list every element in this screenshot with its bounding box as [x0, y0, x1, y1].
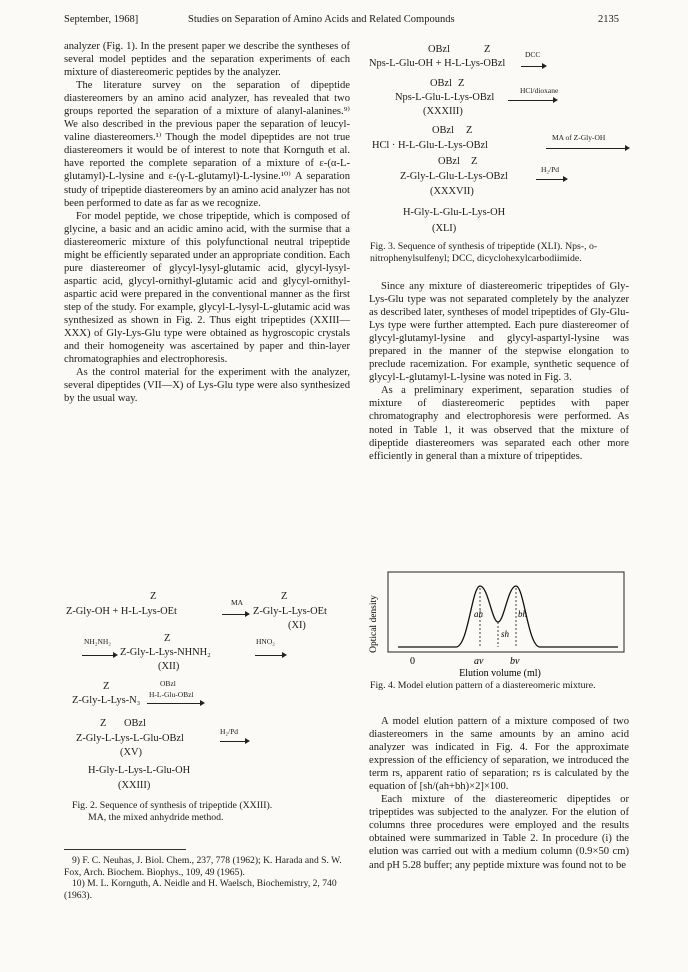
compound-number: (XI): [288, 620, 306, 631]
fig4-bh: bh: [518, 609, 527, 619]
fig2-reagent: H-L-Glu-OBzl: [149, 690, 194, 699]
fig2-label: OBzl: [124, 718, 146, 729]
footnotes: [64, 855, 352, 901]
paragraph: As the control material for the experiment with the analyzer, several dipeptides (VII—X) of Lys-Glu type were also synthesized by the usual way.: [64, 367, 350, 405]
footnote: 10) M. L. Kornguth, A. Neidle and H. Waelsch, Biochemistry, 2, 740 (1963).: [64, 878, 337, 901]
footnote-rule: [64, 849, 186, 850]
reaction-arrow: [255, 655, 285, 656]
fig2-intermediate: Z-Gly-L-Lys-L-Glu-OBzl: [76, 733, 184, 744]
fig2-label: OBzl: [160, 679, 176, 688]
fig2-reagent: HNO₂: [256, 637, 275, 646]
fig4-caption: Fig. 4. Model elution pattern of a diastereomeric mixture.: [370, 680, 596, 691]
paragraph: A model elution pattern of a mixture composed of two diastereomers in the same amounts by an amino acid analyzer was indicated in Fig. 4. For the approximate expression of the efficiency of separation, we introduced the term rs, apparent ratio of separation; rs is calculated by the equation of [sh/(ah+bh)×2]×100.: [369, 716, 629, 793]
fig3-reagent: H₂/Pd: [541, 165, 560, 174]
fig3-step: Nps-L-Glu-OH + H-L-Lys-OBzl: [369, 58, 506, 69]
fig4-bv: bv: [510, 656, 520, 667]
fig2-label: Z: [100, 718, 107, 729]
left-column: [64, 40, 350, 405]
fig2-label: Z: [164, 633, 171, 644]
fig2-reagent: H₂/Pd: [220, 727, 239, 736]
fig4-zero: 0: [410, 656, 415, 667]
fig2-final-product: H-Gly-L-Lys-L-Glu-OH: [88, 765, 191, 776]
fig3-label: Z: [471, 156, 478, 167]
fig3-label: OBzl: [432, 125, 454, 136]
fig2-label: Z: [281, 591, 288, 602]
running-date: September, 1968]: [64, 14, 139, 25]
fig2-reagent: MA: [231, 598, 244, 607]
fig3-reagent: MA of Z-Gly-OH: [552, 133, 606, 142]
fig2-product: Z-Gly-L-Lys-OEt: [253, 606, 327, 617]
fig3-final-product: H-Gly-L-Glu-L-Lys-OH: [403, 207, 506, 218]
compound-number: (XLI): [432, 223, 457, 234]
fig2-intermediate: Z-Gly-L-Lys-NHNH₂: [120, 647, 211, 658]
caption-line: MA, the mixed anhydride method.: [88, 812, 224, 823]
fig2-caption: [72, 800, 342, 824]
paragraph: For model peptide, we chose tripeptide, which is composed of glycine, a basic and an acidic amino acid, with the surmise that a diastereomeric mixture of this polyfunctional neutral tripeptide might be efficiently separated under an appropriate condition. Each pure diastereomer of glycyl-lysyl-glutamic acid, glycyl-lysyl-aspartic acid, glycyl-ornithyl-glutamic acid and glycyl-ornithyl-aspartic acid were prepared in the conventional manner as the first step of the study. For example, glycyl-L-lysyl-L-glutamic acid was synthesized as shown in Fig. 2. Thus eight tripeptides (XXIII—XXX) of Gly-Lys-Glu type were obtained as hygroscopic crystals and their homogeneity was ascertained by paper and thin-layer chromatographies and electrophoresis.: [64, 210, 350, 366]
fig4-ah: ah: [474, 609, 483, 619]
compound-number: (XXXVII): [430, 186, 474, 197]
fig3-label: OBzl: [430, 78, 452, 89]
fig4-ylabel: Optical density: [369, 595, 379, 653]
fig4-xlabel: Elution volume (ml): [459, 668, 541, 678]
fig3-label: Z: [466, 125, 473, 136]
page-number: 2135: [598, 14, 619, 25]
fig2-intermediate: Z-Gly-L-Lys-N₃: [72, 695, 141, 706]
fig3-caption: Fig. 3. Sequence of synthesis of tripeptide (XLI). Nps-, o-nitrophenylsulfenyl; DCC, dicyclohexylcarbodiimide.: [370, 241, 598, 264]
fig3-step: HCl · H-L-Glu-L-Lys-OBzl: [372, 140, 489, 151]
fig2-reagent: NH₂NH₂: [84, 637, 111, 646]
paragraph: Since any mixture of diastereomeric tripeptides of Gly-Lys-Glu type was not separated completely by the analyzer as described later, syntheses of model tripeptides of Gly-Glu-Lys type were further attempted. Each pure diastereomer of glycyl-glutamyl-lysine and glycyl-aspartyl-lysine was prepared in the manner of the stepwise elongation to preclude racemization. For example, synthetic sequence of glycyl-L-glutamyl-L-lysine was noted in Fig. 3.: [369, 281, 629, 384]
paragraph: Each mixture of the diastereomeric dipeptides or tripeptides was subjected to the analyzer. For the elution of columns three procedures were employed and the results obtained were summarized in Table 2. In procedure (i) the elution was carried out with a medium column (0.9×50 cm) and pH 5.28 buffer; any peptide mixture was found not to be: [369, 794, 629, 871]
fig4-sh: sh: [501, 629, 510, 639]
fig2-label: Z: [150, 591, 157, 602]
fig3-step: Z-Gly-L-Glu-L-Lys-OBzl: [400, 171, 508, 182]
compound-number: (XV): [120, 747, 142, 758]
compound-number: (XXXIII): [423, 106, 463, 117]
paragraph: The literature survey on the separation of dipeptide diastereomers by an amino acid analyzer, has revealed that two groups reported the separation of a mixture of alanyl-alanines.⁹⁾ We also described in the previous paper the separation of leucyl-valine diastereomers.¹⁾ Though the model dipeptides are not true diastereomers it would be of interest to note that Kornguth et al. have reported the complete separation of a mixture of ε-(α-L-glutamyl)-L-lysine and ε-(γ-L-glutamyl)-L-lysine.¹⁰⁾ A separation study of tripeptide diastereomers by an amino acid analyzer has not been performed to date as far as we recognize.: [64, 80, 350, 209]
compound-number: (XII): [158, 661, 180, 672]
fig2-reactants: Z-Gly-OH + H-L-Lys-OEt: [66, 606, 177, 617]
compound-number: (XXIII): [118, 780, 151, 791]
fig4-av: av: [474, 656, 484, 667]
reaction-arrow: [508, 100, 556, 101]
right-column-bottom: [369, 715, 629, 872]
right-column-top: [369, 280, 629, 463]
reaction-arrow: [147, 703, 203, 704]
running-title: Studies on Separation of Amino Acids and Related Compounds: [188, 14, 455, 25]
caption-line: Fig. 2. Sequence of synthesis of tripeptide (XXIII).: [72, 800, 273, 811]
reaction-arrow: [521, 66, 545, 67]
reaction-arrow: [536, 179, 566, 180]
fig3-label: OBzl: [438, 156, 460, 167]
fig3-reagent: HCl/dioxane: [520, 86, 559, 95]
footnote: 9) F. C. Neuhas, J. Biol. Chem., 237, 778 (1962); K. Harada and S. W. Fox, Arch. Biochem. Biophys., 109, 49 (1965).: [64, 855, 342, 878]
fig3-reagent: DCC: [525, 50, 541, 59]
paragraph: As a preliminary experiment, separation studies of mixture of diastereomeric peptides with paper chromatography and electrophoresis were performed. As noted in Table 1, it was observed that the mixture of dipeptide diastereomers was separated each other more efficiently in general than a mixture of tripeptides.: [369, 385, 629, 462]
reaction-arrow: [546, 148, 628, 149]
fig2-label: Z: [103, 681, 110, 692]
fig3-label: Z: [484, 44, 491, 55]
fig3-label: Z: [458, 78, 465, 89]
fig4-frame: [388, 572, 624, 652]
reaction-arrow: [222, 614, 248, 615]
paragraph: analyzer (Fig. 1). In the present paper we describe the syntheses of several model peptides and the separation experiments of each mixture of diastereomeric peptides by the analyzer.: [64, 41, 350, 79]
reaction-arrow: [82, 655, 116, 656]
fig3-step: Nps-L-Glu-L-Lys-OBzl: [395, 92, 495, 103]
fig3-label: OBzl: [428, 44, 450, 55]
fig4-elution-chart: [368, 566, 638, 678]
reaction-arrow: [220, 741, 248, 742]
